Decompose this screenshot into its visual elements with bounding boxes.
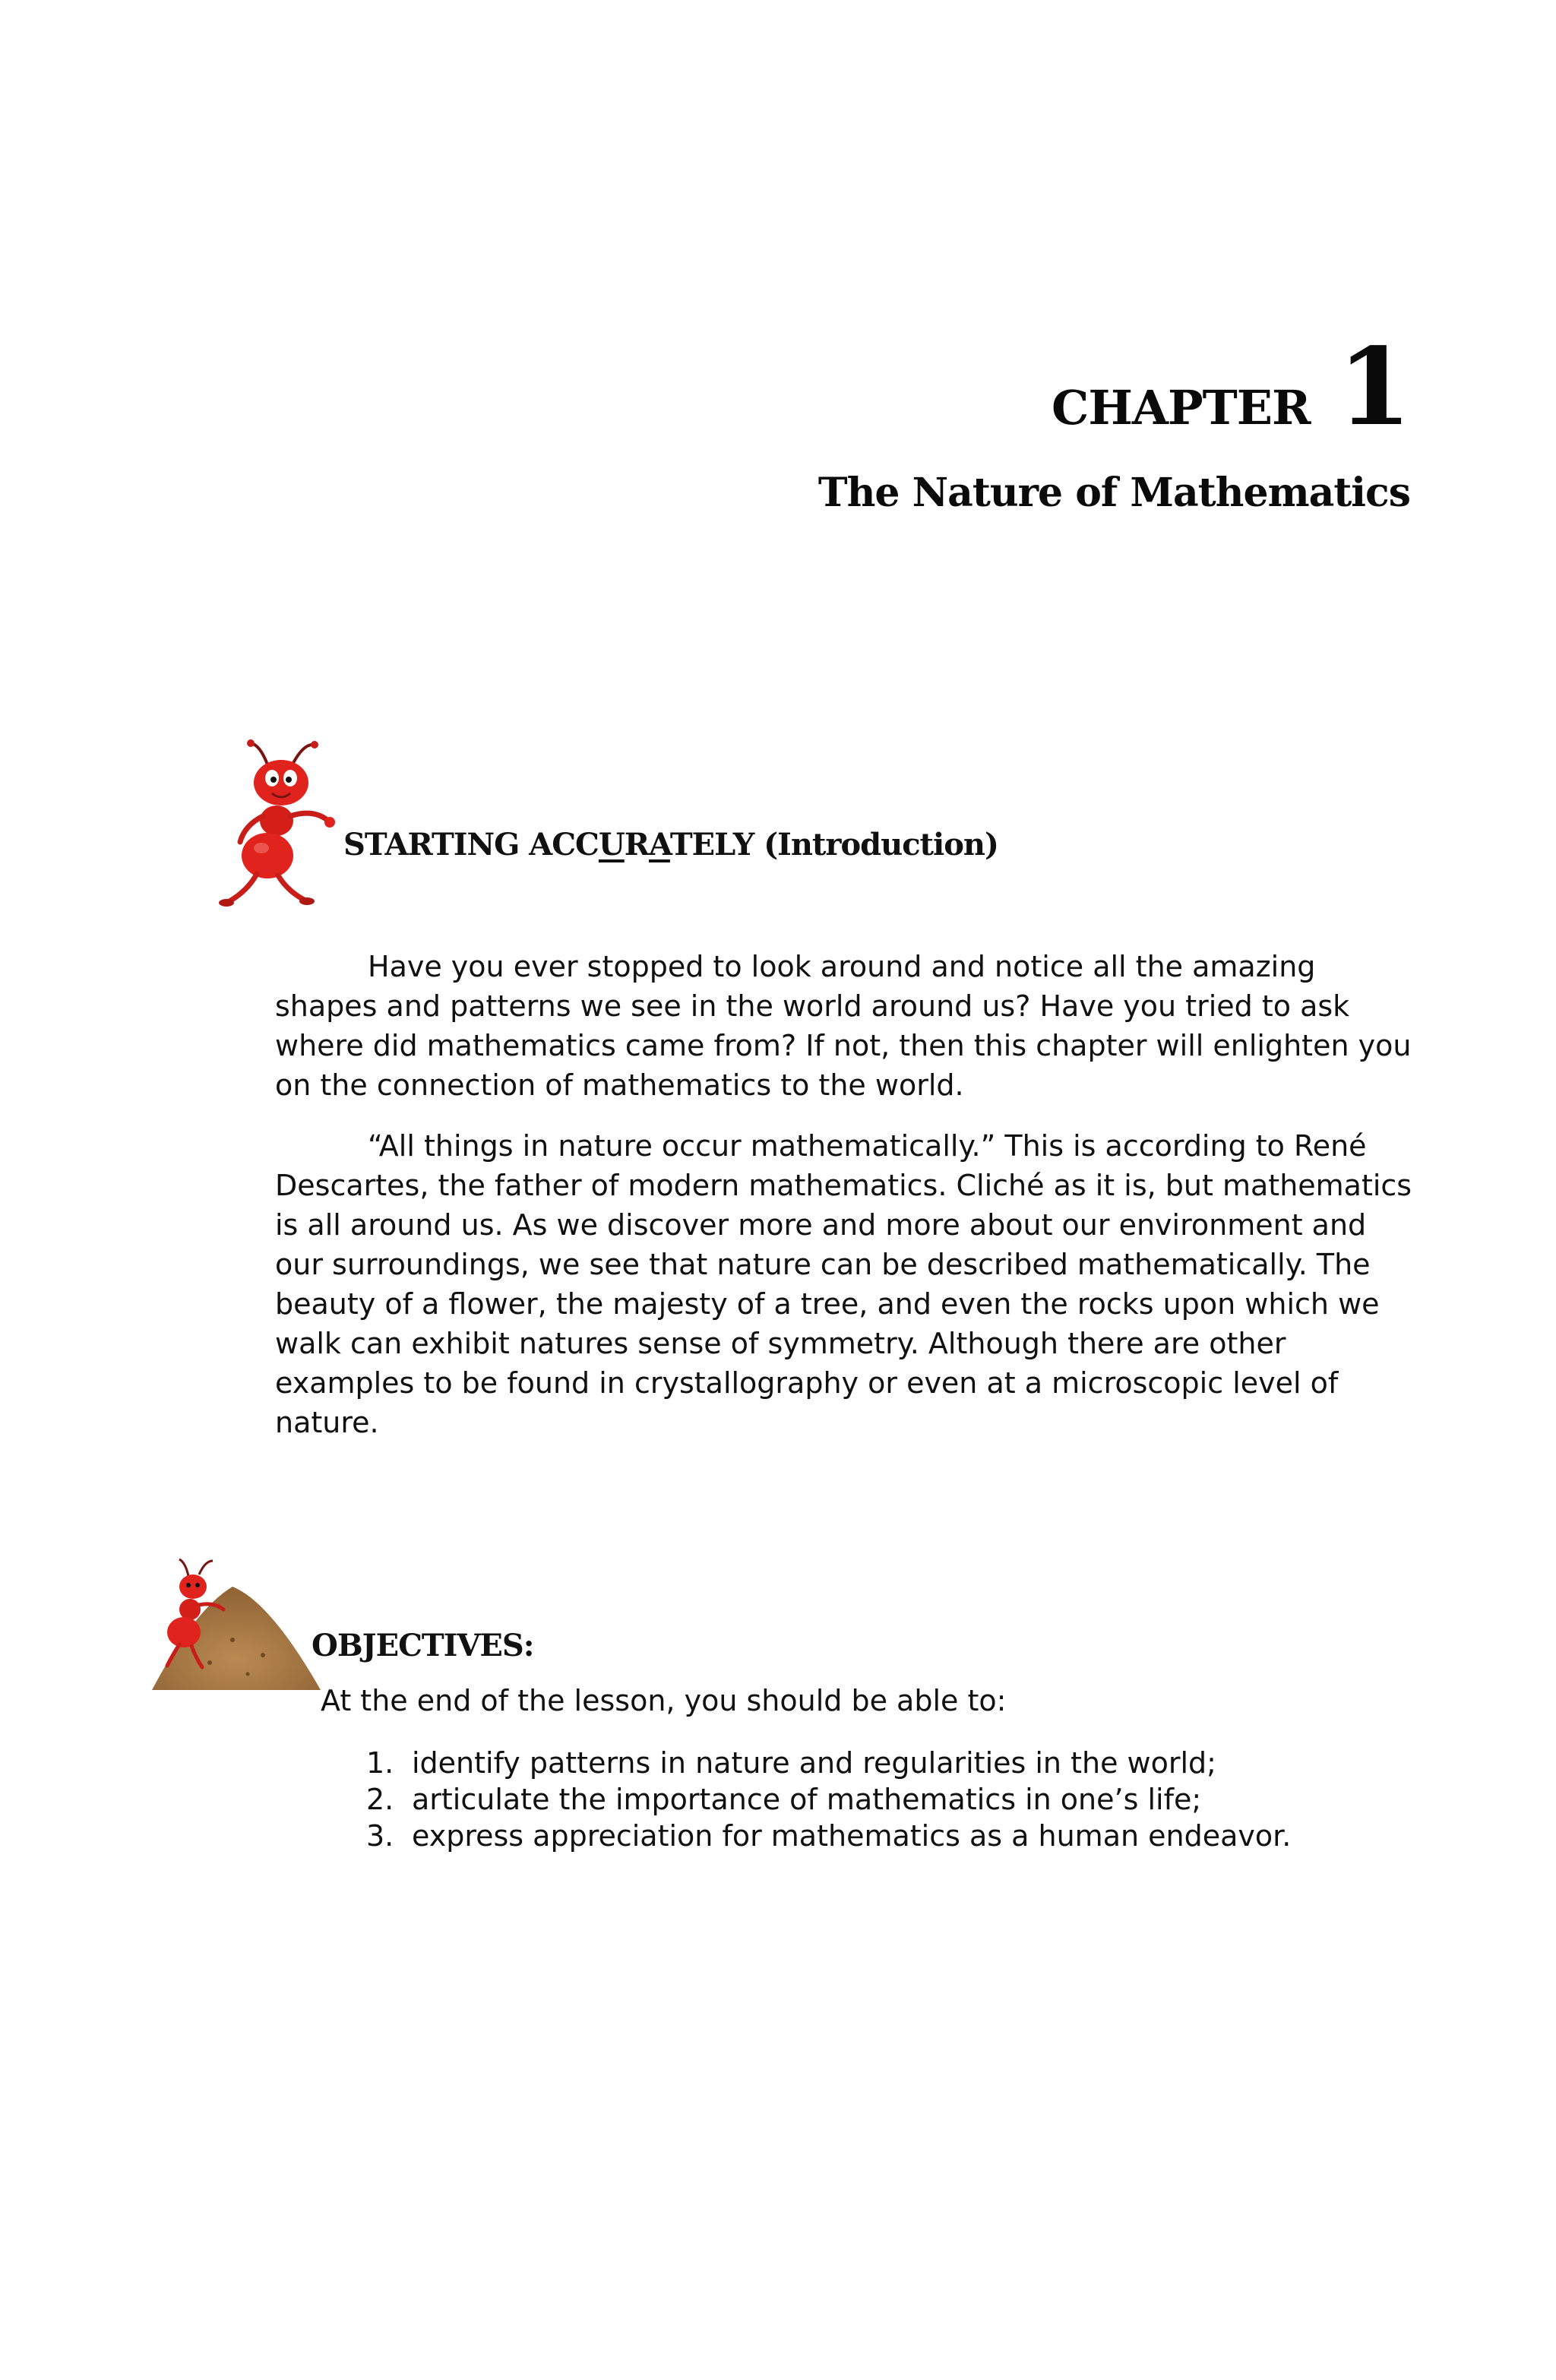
heading-suffix: (Introduction) [764,827,998,862]
heading-text: STARTING ACC [343,827,599,862]
heading-underlined-letter: A [649,827,670,862]
list-item-text: articulate the importance of mathematics in one’s life; [412,1783,1202,1816]
list-item [366,1818,1291,1854]
intro-paragraph-2 [275,1126,1415,1442]
list-item-text: identify patterns in nature and regularities in the world; [412,1746,1216,1780]
ant-icon [214,736,351,910]
objectives-intro: At the end of the lesson, you should be able to: [321,1684,1007,1717]
heading-text: R [624,827,650,862]
intro-paragraph-1 [275,947,1415,1105]
introduction-heading [343,827,998,862]
list-item [366,1745,1291,1781]
chapter-heading [1052,325,1412,450]
anthill-icon [149,1556,324,1701]
heading-text: TELY [669,827,754,862]
list-item-number: 2. [366,1783,394,1816]
list-item-number: 1. [366,1746,394,1780]
chapter-number: 1 [1337,325,1412,450]
paragraph-text: “All things in nature occur mathematically.” This is according to René Descartes, the father of modern mathematics. Cliché as it is, but mathematics is all around us. As we discover more and more about our environment and our surroundings, we see that nature can be described mathematically. The beauty of a flower, the majesty of a tree, and even the rocks upon which we walk can exhibit natures sense of symmetry. Although there are other examples to be found in crystallography or even at a microscopic level of nature. [275,1129,1412,1439]
paragraph-text: Have you ever stopped to look around and notice all the amazing shapes and patterns we see in the world around us? Have you tried to ask where did mathematics came from? If not, then this chapter will enlighten you on the connection of mathematics to the world. [275,950,1412,1102]
chapter-title: The Nature of Mathematics [818,470,1410,516]
objectives-list [366,1745,1291,1854]
list-item-number: 3. [366,1819,394,1853]
list-item [366,1781,1291,1818]
list-item-text: express appreciation for mathematics as a human endeavor. [412,1819,1292,1853]
chapter-word: CHAPTER [1052,380,1311,435]
objectives-heading: OBJECTIVES: [312,1628,534,1663]
heading-underlined-letter: U [598,827,625,862]
